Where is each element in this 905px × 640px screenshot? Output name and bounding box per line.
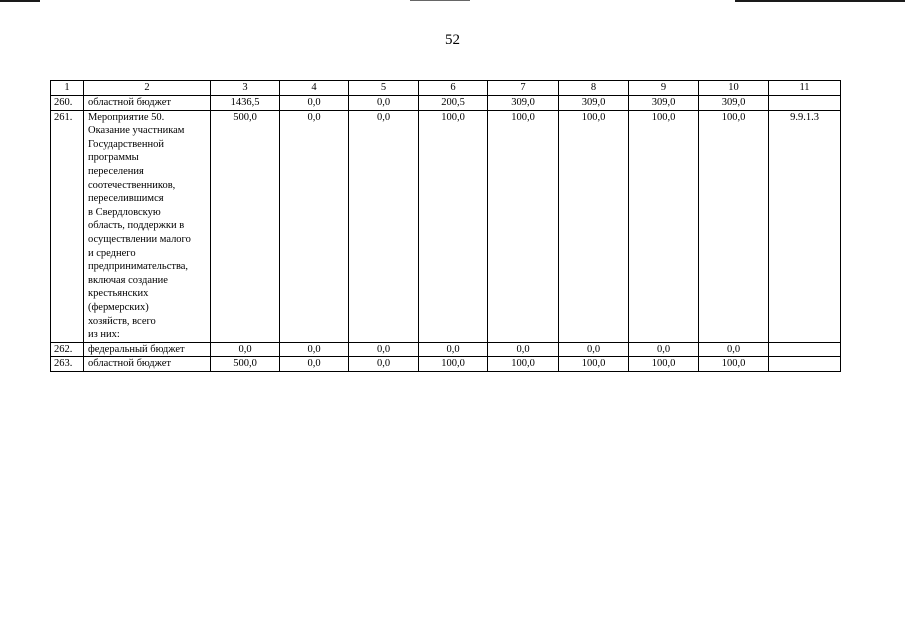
row-name-line: переселения xyxy=(88,165,144,177)
row-name-line: переселившимся xyxy=(88,193,164,205)
table-cell: 309,0 xyxy=(488,96,559,111)
table-row xyxy=(51,357,841,372)
row-number: 263. xyxy=(51,357,84,372)
table-cell: 1436,5 xyxy=(211,96,280,111)
table-cell: 309,0 xyxy=(559,96,629,111)
table-cell: 0,0 xyxy=(349,96,419,111)
table-cell: 100,0 xyxy=(559,357,629,372)
column-header: 3 xyxy=(211,81,280,96)
scan-edge-mark-left xyxy=(0,0,40,2)
table-cell: 0,0 xyxy=(488,342,559,357)
table-cell: 200,5 xyxy=(419,96,488,111)
row-name-line: Оказание участникам xyxy=(88,125,185,137)
row-name-line: включая создание xyxy=(88,274,168,286)
table-cell: 309,0 xyxy=(629,96,699,111)
row-number: 261. xyxy=(51,110,84,342)
column-header: 6 xyxy=(419,81,488,96)
table-cell: 0,0 xyxy=(280,110,349,342)
column-header: 8 xyxy=(559,81,629,96)
row-name xyxy=(84,357,211,372)
table-cell: 100,0 xyxy=(488,357,559,372)
table-cell: 100,0 xyxy=(419,357,488,372)
row-reference xyxy=(769,357,841,372)
column-header: 2 xyxy=(84,81,211,96)
table-row xyxy=(51,96,841,111)
column-header: 7 xyxy=(488,81,559,96)
row-reference: 9.9.1.3 xyxy=(769,110,841,342)
table-cell: 0,0 xyxy=(629,342,699,357)
table-cell: 0,0 xyxy=(280,357,349,372)
table-cell: 100,0 xyxy=(419,110,488,342)
table-cell: 0,0 xyxy=(349,357,419,372)
row-name-line: из них: xyxy=(88,329,120,341)
row-name-line: хозяйств, всего xyxy=(88,315,156,327)
column-header: 1 xyxy=(51,81,84,96)
scan-edge-mark-middle xyxy=(410,0,470,1)
table-cell: 500,0 xyxy=(211,110,280,342)
row-name-line: осуществлении малого xyxy=(88,233,191,245)
row-number: 262. xyxy=(51,342,84,357)
page-number: 52 xyxy=(445,32,460,48)
row-name-line: в Свердловскую xyxy=(88,206,161,218)
row-name-line: и среднего xyxy=(88,247,136,259)
row-name-line: соотечественников, xyxy=(88,179,176,191)
table-cell: 0,0 xyxy=(559,342,629,357)
table-cell: 100,0 xyxy=(699,357,769,372)
column-header: 10 xyxy=(699,81,769,96)
column-header: 11 xyxy=(769,81,841,96)
row-name xyxy=(84,342,211,357)
row-name-line: федеральный бюджет xyxy=(88,343,185,355)
table-cell: 500,0 xyxy=(211,357,280,372)
row-reference xyxy=(769,96,841,111)
table-cell: 0,0 xyxy=(419,342,488,357)
row-name-line: областной бюджет xyxy=(88,358,171,370)
row-name-line: программы xyxy=(88,152,139,164)
table-cell: 100,0 xyxy=(699,110,769,342)
row-name-line: крестьянских xyxy=(88,288,149,300)
row-name-line: область, поддержки в xyxy=(88,220,185,232)
row-reference xyxy=(769,342,841,357)
table-cell: 0,0 xyxy=(211,342,280,357)
table-cell: 309,0 xyxy=(699,96,769,111)
table-header-row xyxy=(51,81,841,96)
table-cell: 0,0 xyxy=(349,342,419,357)
table-cell: 100,0 xyxy=(559,110,629,342)
column-header: 5 xyxy=(349,81,419,96)
row-name-line: предпринимательства, xyxy=(88,261,189,273)
table-row xyxy=(51,342,841,357)
table-cell: 0,0 xyxy=(280,96,349,111)
table-cell: 0,0 xyxy=(280,342,349,357)
row-name-line: Мероприятие 50. xyxy=(88,111,165,123)
table-cell: 100,0 xyxy=(488,110,559,342)
row-name-line: (фермерских) xyxy=(88,301,149,313)
row-name xyxy=(84,96,211,111)
budget-table xyxy=(50,80,841,372)
table-cell: 100,0 xyxy=(629,357,699,372)
table-cell: 100,0 xyxy=(629,110,699,342)
table-cell: 0,0 xyxy=(349,110,419,342)
scan-edge-mark-right xyxy=(735,0,905,2)
row-name xyxy=(84,110,211,342)
column-header: 4 xyxy=(280,81,349,96)
row-name-line: областной бюджет xyxy=(88,97,171,108)
column-header: 9 xyxy=(629,81,699,96)
table-cell: 0,0 xyxy=(699,342,769,357)
table-row xyxy=(51,110,841,342)
row-name-line: Государственной xyxy=(88,138,164,150)
row-number: 260. xyxy=(51,96,84,111)
